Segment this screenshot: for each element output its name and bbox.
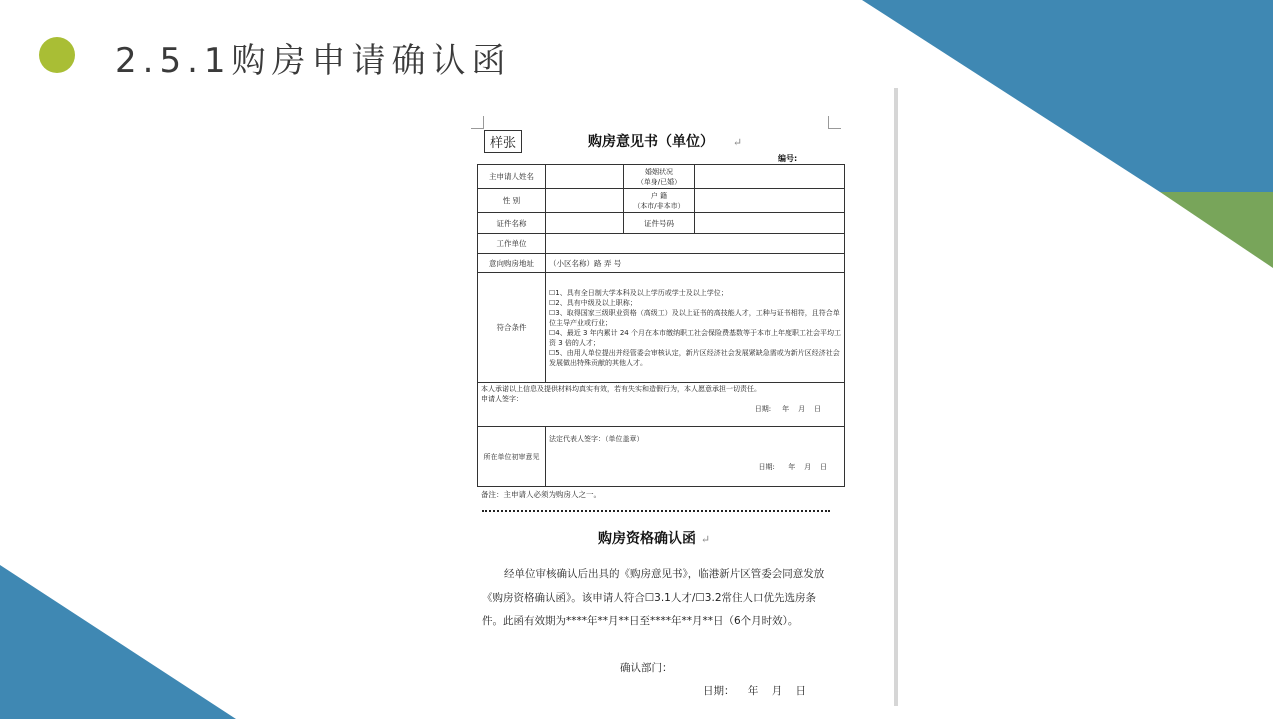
- id-number-value: [695, 213, 845, 234]
- top-right-blue-triangle: [862, 0, 1273, 192]
- applicant-signature-label: 申请人签字：: [481, 395, 523, 403]
- unit-date-label: 日期: 年 月 日: [758, 463, 827, 471]
- return-mark-icon: ↵: [718, 136, 743, 149]
- top-right-green-triangle: [1160, 192, 1273, 268]
- work-unit-value: [546, 234, 845, 254]
- crop-mark-top-right: [828, 116, 841, 129]
- document-shadow: [894, 88, 898, 706]
- condition-item: ☐5、由用人单位提出并经管委会审核认定，新片区经济社会发展紧缺急需或为新片区经济社会发展做出特殊贡献的其他人才。: [549, 348, 840, 367]
- crop-mark-top-left: [471, 116, 484, 129]
- address-label: 意向购房地址: [478, 254, 546, 273]
- address-value: （小区名称）路 弄 号: [546, 254, 845, 273]
- table-row: [478, 189, 845, 213]
- gender-label: 性 别: [478, 189, 546, 213]
- commitment-text: 本人承诺以上信息及提供材料均真实有效，若有失实和造假行为，本人愿意承担一切责任。: [481, 385, 761, 393]
- unit-opinion-cell: [546, 427, 845, 487]
- conditions-label: 符合条件: [478, 273, 546, 383]
- table-row: [478, 383, 845, 427]
- condition-item: ☐1、具有全日制大学本科及以上学历或学士及以上学位；: [549, 288, 728, 297]
- gender-value: [546, 189, 624, 213]
- id-number-label: 证件号码: [624, 213, 695, 234]
- table-row: [478, 165, 845, 189]
- serial-number-label: 编号:: [778, 154, 798, 163]
- work-unit-label: 工作单位: [478, 234, 546, 254]
- application-form-table: [477, 164, 845, 487]
- confirm-date-label: 日期： 年 月 日: [703, 685, 807, 697]
- confirm-letter-body-text: 经单位审核确认后出具的《购房意见书》，临港新片区管委会同意发放《购房资格确认函》。该申请人符合☐3.1人才/☐3.2常住人口优先选房条件。此函有效期为****年**月**日至****年**月**日（6个月时效）。: [482, 568, 825, 627]
- return-mark-icon: ↵: [700, 533, 711, 546]
- conditions-list: [546, 273, 845, 383]
- table-row: [478, 427, 845, 487]
- marital-status-label: [624, 165, 695, 189]
- applicant-name-label: 主申请人姓名: [478, 165, 546, 189]
- document-title-text: 购房意见书（单位）: [588, 134, 714, 150]
- table-row: [478, 254, 845, 273]
- bottom-left-blue-triangle: [0, 565, 236, 719]
- condition-item: ☐4、最近 3 年内累计 24 个月在本市缴纳职工社会保险费基数等于本市上年度职工社会平均工资 3 倍的人才；: [549, 328, 841, 347]
- confirm-department-label: 确认部门：: [620, 662, 673, 674]
- table-row: [478, 234, 845, 254]
- id-type-label: 证件名称: [478, 213, 546, 234]
- commitment-cell: [478, 383, 845, 427]
- id-type-value: [546, 213, 624, 234]
- marital-status-value: [695, 165, 845, 189]
- confirm-letter-title-text: 购房资格确认函: [598, 531, 696, 547]
- form-note: 备注：主申请人必须为购房人之一。: [481, 490, 601, 499]
- table-row: [478, 213, 845, 234]
- marital-label-line1: 婚姻状况: [645, 167, 673, 176]
- slide-title: 2.5.1购房申请确认函: [115, 41, 512, 81]
- table-row: [478, 273, 845, 383]
- household-label-line2: （本市/非本市）: [633, 201, 685, 210]
- condition-item: ☐3、取得国家三级职业资格（高级工）及以上证书的高技能人才，工种与证书相符，且符合单位主导产业或行业；: [549, 308, 840, 327]
- unit-opinion-label: 所在单位初审意见: [478, 427, 546, 487]
- marital-label-line2: （单身/已婚）: [636, 177, 682, 186]
- confirm-letter-body: [482, 563, 834, 634]
- confirm-letter-title: [598, 528, 710, 548]
- sample-stamp: 样张: [484, 130, 522, 153]
- household-value: [695, 189, 845, 213]
- legal-rep-signature-label: 法定代表人签字：（单位盖章）: [549, 435, 644, 443]
- household-label: [624, 189, 695, 213]
- applicant-date-label: 日期: 年 月 日: [754, 405, 821, 413]
- condition-item: ☐2、具有中级及以上职称；: [549, 298, 637, 307]
- dotted-divider: [482, 510, 830, 512]
- title-bullet-dot: [39, 37, 75, 73]
- household-label-line1: 户 籍: [650, 191, 668, 200]
- applicant-name-value: [546, 165, 624, 189]
- document-title: [588, 131, 742, 151]
